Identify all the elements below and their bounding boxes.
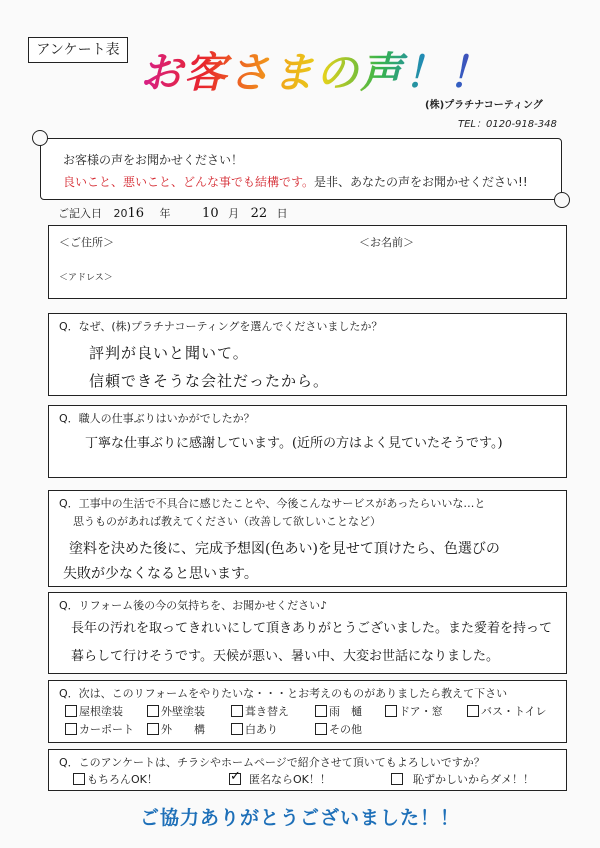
address-note: ＜アドレス＞ bbox=[59, 273, 113, 283]
option-reroofing[interactable] bbox=[231, 703, 289, 719]
intro-request: 是非、あなたの声をお聞かせください!! bbox=[314, 175, 528, 189]
day-value: 22 bbox=[250, 206, 268, 221]
date-prefix: ご記入日 bbox=[58, 207, 102, 220]
question-text: Q．職人の仕事ぶりはいかがでしたか？ bbox=[59, 412, 255, 425]
option-embarrassed-no[interactable] bbox=[391, 771, 534, 787]
option-label: 屋根塗装 bbox=[79, 705, 123, 718]
question-text: Q．なぜ、(株)プラチナコーティングを選んでくださいましたか？ bbox=[59, 320, 383, 333]
option-label: 雨 樋 bbox=[329, 705, 362, 718]
option-exterior[interactable] bbox=[147, 721, 205, 737]
intro-line-2 bbox=[63, 173, 528, 190]
intro-emphasis: 良いこと、悪いこと、どんな事でも結構です。 bbox=[63, 175, 315, 189]
checkbox[interactable] bbox=[467, 705, 479, 717]
telephone: TEL：0120-918-348 bbox=[458, 119, 557, 130]
checkbox[interactable] bbox=[385, 705, 397, 717]
question-why-chosen bbox=[48, 313, 567, 396]
month-label: 月 bbox=[228, 207, 240, 220]
answer-line: 長年の汚れを取ってきれいにして頂きありがとうございました。また愛着を持って bbox=[71, 621, 553, 636]
answer-line: 評判が良いと聞いて。 bbox=[89, 344, 249, 362]
year-value: 16 bbox=[127, 206, 145, 221]
checkbox[interactable] bbox=[147, 705, 159, 717]
checkbox[interactable] bbox=[231, 705, 243, 717]
day-label: 日 bbox=[276, 207, 288, 220]
option-label: 恥ずかしいからダメ！！ bbox=[413, 773, 534, 786]
option-label: 白あり bbox=[245, 723, 278, 736]
option-label: 葺き替え bbox=[245, 705, 289, 718]
option-bath-toilet[interactable] bbox=[467, 703, 546, 719]
option-label: 匿名ならOK！！ bbox=[249, 773, 331, 786]
year-prefix: 20 bbox=[113, 207, 128, 220]
option-gutter[interactable] bbox=[315, 703, 362, 719]
option-termite[interactable] bbox=[231, 721, 278, 737]
checkbox-checked[interactable] bbox=[229, 773, 241, 785]
question-feelings bbox=[48, 592, 567, 674]
question-text: Q．次は、このリフォームをやりたいな・・・とお考えのものがありましたら教えて下さい bbox=[59, 687, 508, 700]
option-other[interactable] bbox=[315, 721, 362, 737]
answer-line: 丁寧な仕事ぶりに感謝しています。(近所の方はよく見ていたそうです。) bbox=[85, 436, 503, 451]
option-label: もちろんOK！ bbox=[87, 773, 158, 786]
question-craftsmanship bbox=[48, 405, 567, 478]
option-carport[interactable] bbox=[65, 721, 134, 737]
checkbox[interactable] bbox=[147, 723, 159, 735]
address-section bbox=[48, 225, 567, 299]
question-text-continued: 思うものがあれば教えてください（改善して欲しいことなど） bbox=[73, 515, 381, 528]
answer-line: 塗料を決めた後に、完成予想図(色あい)を見せて頂けたら、色選びの bbox=[69, 541, 500, 557]
option-wall-paint[interactable] bbox=[147, 703, 205, 719]
option-anonymous-ok[interactable] bbox=[229, 771, 331, 787]
question-text: Q．工事中の生活で不具合に感じたことや、今後こんなサービスがあったらいいな…と bbox=[59, 497, 486, 510]
thank-you-message: ご協力ありがとうございました！！ bbox=[139, 807, 460, 829]
checkbox[interactable] bbox=[315, 705, 327, 717]
option-label: カーポート bbox=[79, 723, 134, 736]
form-label: アンケート表 bbox=[28, 37, 128, 63]
page-title: お客さまの声！！ bbox=[140, 40, 492, 100]
intro-banner bbox=[40, 138, 562, 200]
year-label: 年 bbox=[159, 207, 171, 220]
option-of-course-ok[interactable] bbox=[73, 771, 158, 787]
option-label: その他 bbox=[329, 723, 362, 736]
question-permission bbox=[48, 749, 567, 791]
entry-date bbox=[58, 205, 288, 221]
scroll-curl-decoration bbox=[554, 192, 570, 208]
month-value: 10 bbox=[202, 206, 219, 221]
option-label: バス・トイレ bbox=[481, 705, 547, 718]
checkbox[interactable] bbox=[391, 773, 403, 785]
question-next-reform bbox=[48, 680, 567, 743]
company-name: (株)プラチナコーティング bbox=[425, 100, 543, 111]
checkbox[interactable] bbox=[73, 773, 85, 785]
answer-line: 失敗が少なくなると思います。 bbox=[63, 566, 258, 582]
answer-line: 暮らして行けそうです。天候が悪い、暑い中、大変お世話になりました。 bbox=[71, 649, 499, 664]
option-roof-paint[interactable] bbox=[65, 703, 123, 719]
checkbox[interactable] bbox=[315, 723, 327, 735]
name-label: ＜お名前＞ bbox=[359, 236, 414, 249]
checkbox[interactable] bbox=[65, 723, 77, 735]
option-label: 外 構 bbox=[161, 723, 205, 736]
question-text: Q．リフォーム後の今の気持ちを、お聞かせください♪ bbox=[59, 599, 328, 612]
option-door-window[interactable] bbox=[385, 703, 443, 719]
question-text: Q．このアンケートは、チラシやホームページで紹介させて頂いてもよろしいですか？ bbox=[59, 756, 485, 769]
scroll-curl-decoration bbox=[32, 130, 48, 146]
checkbox[interactable] bbox=[65, 705, 77, 717]
question-improvements bbox=[48, 490, 567, 587]
checkbox[interactable] bbox=[231, 723, 243, 735]
option-label: 外壁塗装 bbox=[161, 705, 205, 718]
address-label: ＜ご住所＞ bbox=[59, 236, 114, 249]
intro-line-1: お客様の声をお聞かせください！ bbox=[63, 153, 244, 167]
option-label: ドア・窓 bbox=[399, 705, 443, 718]
answer-line: 信頼できそうな会社だったから。 bbox=[89, 372, 330, 390]
